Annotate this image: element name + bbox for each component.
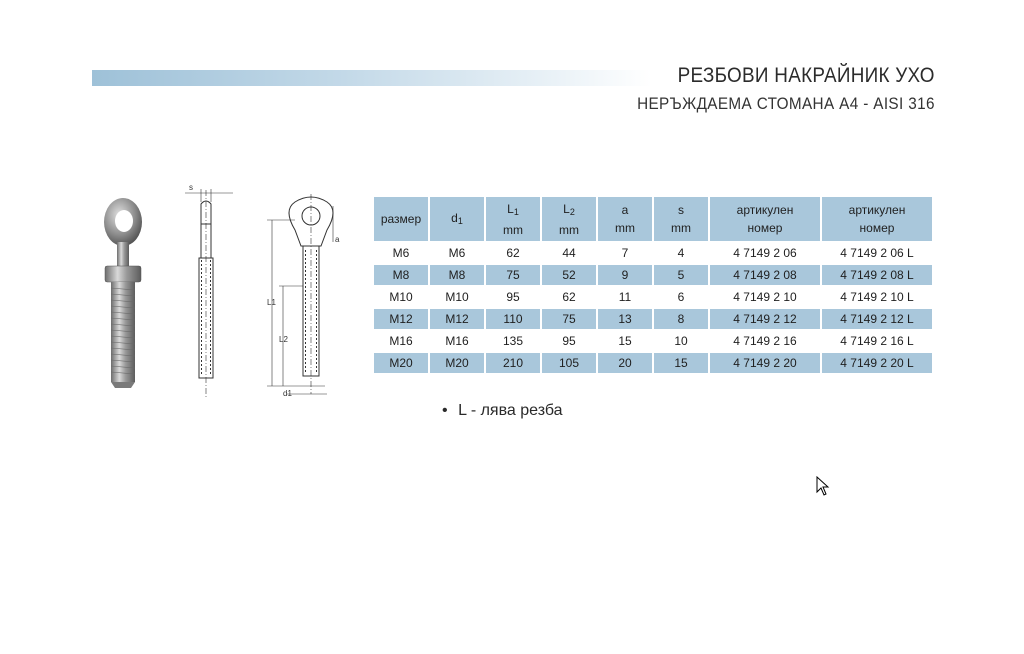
table-cell: 11 [618,290,632,304]
table-cell: 8 [654,309,708,329]
table-cell: 7 [621,246,629,260]
header-gradient-bar [92,70,652,86]
table-cell: 4 7149 2 12 [710,309,820,329]
table-cell: 52 [542,265,596,285]
header-article-number: артикулен номер [710,197,820,241]
table-cell: 62 [506,246,520,260]
table-cell: M20 [374,353,428,373]
dim-label-l2: L2 [279,335,288,344]
table-cell: M10 [389,290,413,304]
dim-label-a: a [335,235,340,244]
table-row [374,309,932,329]
page-title: РЕЗБОВИ НАКРАЙНИК УХО [677,64,935,87]
table-cell: 4 7149 2 10 [733,290,797,304]
spec-table [372,195,934,375]
table-row [374,331,932,351]
header-size: размер [374,197,428,241]
table-cell: 4 7149 2 16 [733,334,797,348]
dim-label-d1: d1 [283,389,292,398]
table-cell: 95 [562,334,576,348]
table-cell: 4 7149 2 06 L [840,246,914,260]
table-row [374,353,932,373]
table-cell: 4 7149 2 06 [733,246,797,260]
table-cell: 44 [562,246,576,260]
table-cell: 4 7149 2 08 L [822,265,932,285]
table-cell: 4 7149 2 12 L [822,309,932,329]
table-header-row [374,197,932,241]
bullet: • [442,402,448,419]
table-cell: 9 [598,265,652,285]
table-cell: 4 7149 2 10 L [840,290,914,304]
table-cell: M8 [374,265,428,285]
table-cell: M16 [389,334,413,348]
table-cell: 20 [598,353,652,373]
side-view-drawing [185,189,233,398]
table-cell: 15 [654,353,708,373]
table-row [374,287,932,307]
header-s: s mm [654,197,708,241]
table-row [374,243,932,263]
table-cell: M10 [445,290,469,304]
table-cell: M16 [445,334,469,348]
dim-label-l1: L1 [267,298,276,307]
table-cell: M12 [430,309,484,329]
product-drawings [95,180,365,410]
header-l2: $L_2$ mm [542,197,596,241]
table-cell: 4 7149 2 08 [710,265,820,285]
table-cell: 5 [654,265,708,285]
table-cell: 13 [598,309,652,329]
table-cell: M20 [430,353,484,373]
left-thread-note [442,402,563,420]
header-d1: $d_1$ [430,197,484,241]
header-article-number-left: артикулен номер [822,197,932,241]
header-l1: $L_1$ mm [486,197,540,241]
table-cell: 105 [542,353,596,373]
table-cell: 110 [486,309,540,329]
product-photo [104,198,142,388]
dim-label-s: s [189,183,193,192]
mouse-pointer-icon [816,476,830,496]
table-cell: M6 [392,246,410,260]
table-cell: M8 [430,265,484,285]
table-cell: 15 [618,334,632,348]
table-cell: 62 [562,290,576,304]
table-cell: 10 [674,334,688,348]
table-cell: 4 7149 2 20 [710,353,820,373]
table-cell: M12 [374,309,428,329]
table-cell: 210 [486,353,540,373]
table-row [374,265,932,285]
note-text: L - лява резба [458,402,563,419]
table-cell: 75 [486,265,540,285]
header-a: a mm [598,197,652,241]
table-cell: 135 [502,334,524,348]
table-cell: 95 [506,290,520,304]
table-cell: 4 [677,246,685,260]
table-cell: 75 [542,309,596,329]
page-subtitle: НЕРЪЖДАЕМА СТОМАНА А4 - AISI 316 [637,94,935,113]
table-cell: 4 7149 2 16 L [840,334,914,348]
table-cell: 6 [677,290,685,304]
front-view-drawing [267,194,333,394]
table-cell: 4 7149 2 20 L [822,353,932,373]
table-cell: M6 [448,246,466,260]
